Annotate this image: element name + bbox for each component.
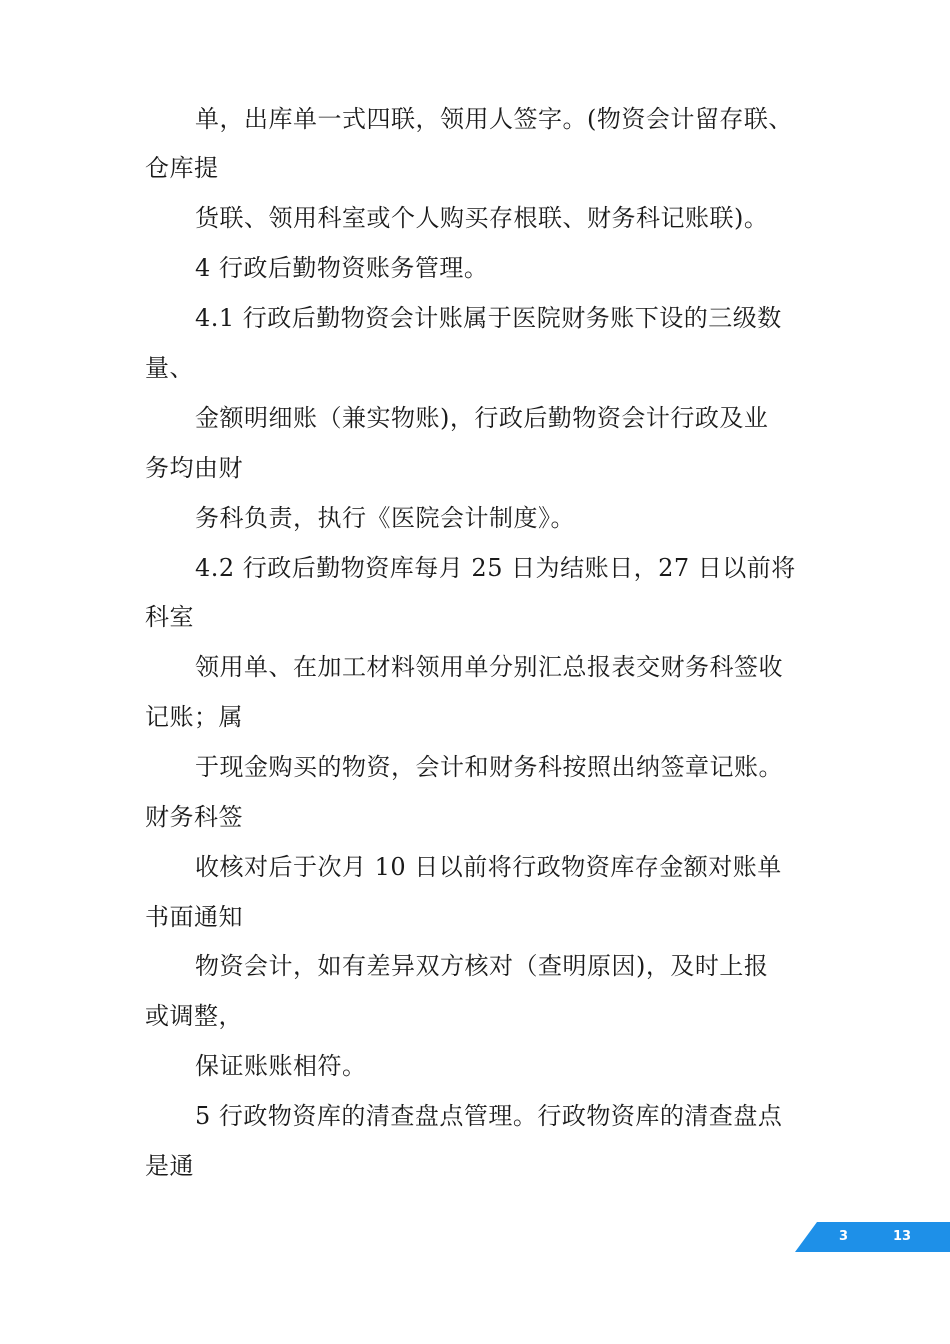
- text-line: 于现金购买的物资，会计和财务科按照出纳签章记账。: [195, 753, 783, 781]
- text-line: 4 行政后勤物资账务管理。: [195, 254, 489, 282]
- text-line: 保证账账相符。: [195, 1052, 367, 1080]
- text-line: 记账；属: [145, 703, 243, 731]
- text-line: 领用单、在加工材料领用单分别汇总报表交财务科签收: [195, 653, 783, 681]
- text-line: 4.1 行政后勤物资会计账属于医院财务账下设的三级数: [195, 304, 782, 332]
- text-line: 金额明细账（兼实物账)，行政后勤物资会计行政及业: [195, 404, 769, 432]
- text-line: 单，出库单一式四联，领用人签字。(物资会计留存联、: [195, 105, 793, 133]
- text-line: 收核对后于次月 10 日以前将行政物资库存金额对账单: [195, 853, 782, 881]
- current-page-number: 3: [839, 1229, 849, 1244]
- text-line: 4.2 行政后勤物资库每月 25 日为结账日，27 日以前将: [195, 554, 796, 582]
- text-line: 务均由财: [145, 454, 243, 482]
- text-line: 务科负责，执行《医院会计制度》。: [195, 504, 575, 532]
- page-footer-badge: [795, 1222, 950, 1252]
- text-line: 是通: [145, 1152, 194, 1180]
- text-line: 5 行政物资库的清查盘点管理。行政物资库的清查盘点: [195, 1102, 783, 1130]
- text-line: 财务科签: [145, 803, 243, 831]
- text-line: 仓库提: [145, 154, 219, 182]
- total-pages-number: 13: [893, 1229, 912, 1244]
- text-line: 货联、领用科室或个人购买存根联、财务科记账联)。: [195, 204, 769, 232]
- text-line: 科室: [145, 603, 194, 631]
- text-line: 书面通知: [145, 903, 243, 931]
- text-line: 或调整，: [145, 1002, 243, 1030]
- text-line: 量、: [145, 354, 194, 382]
- text-line: 物资会计，如有差异双方核对（查明原因)，及时上报: [195, 952, 769, 980]
- footer-banner-shape: [795, 1222, 950, 1252]
